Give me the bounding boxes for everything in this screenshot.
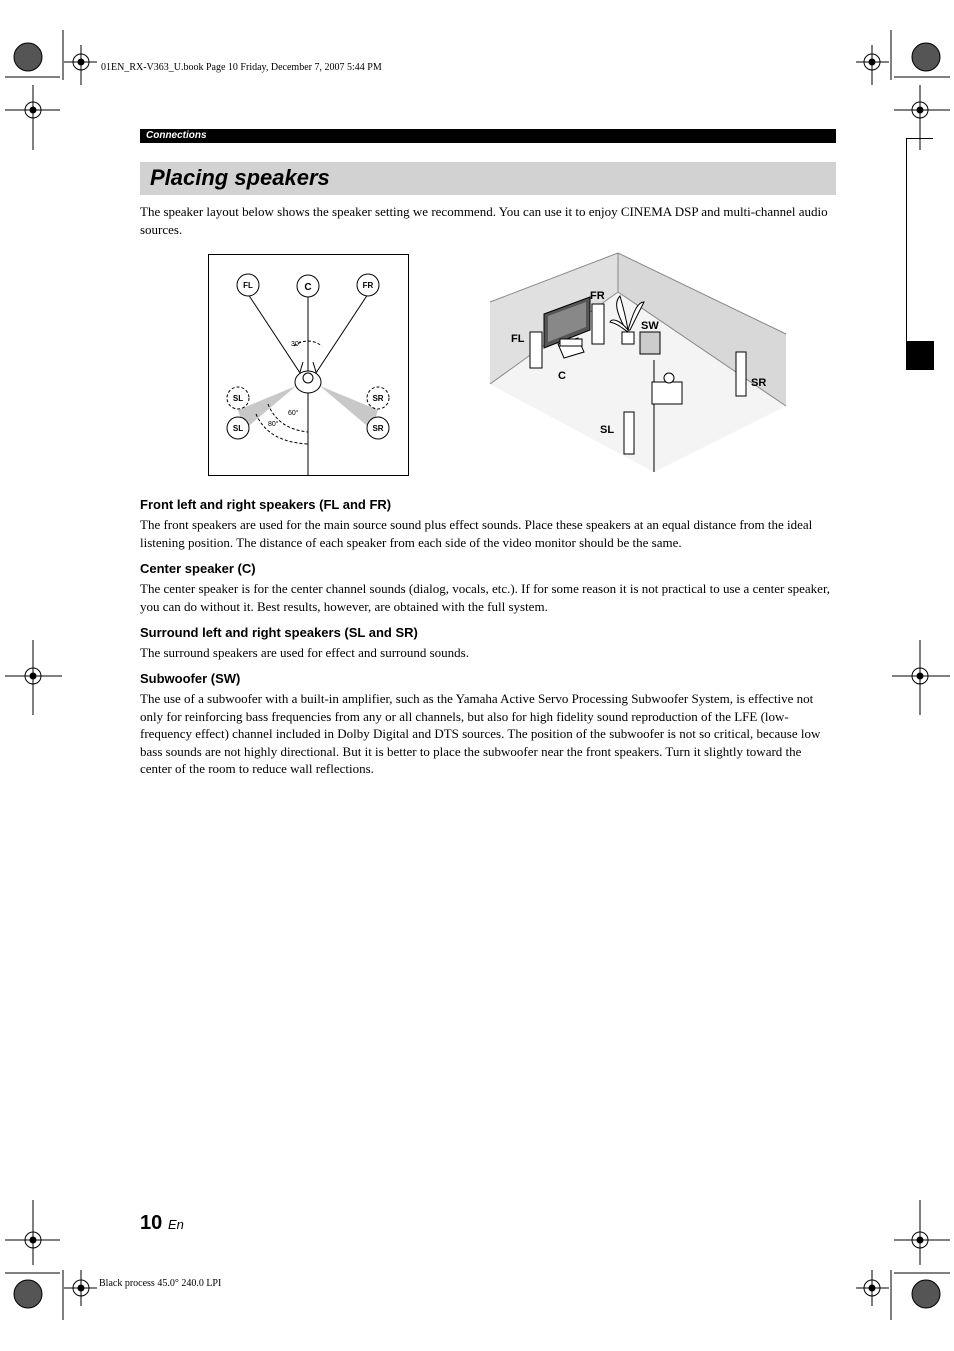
svg-text:C: C	[304, 282, 312, 293]
print-footer: Black process 45.0° 240.0 LPI	[99, 1278, 222, 1289]
section-bar	[140, 129, 836, 143]
room-speaker-sw	[640, 332, 660, 354]
speaker-angle-diagram	[208, 254, 410, 477]
heading-front-speakers: Front left and right speakers (FL and FR)	[140, 497, 392, 512]
angle-80-label: 80°	[268, 421, 279, 428]
angle-30-label: 30°	[291, 341, 302, 348]
room-speaker-fr	[592, 304, 604, 344]
speaker-sl	[227, 417, 249, 439]
speaker-fr	[357, 274, 379, 296]
svg-text:SR: SR	[372, 394, 384, 403]
heading-subwoofer: Subwoofer (SW)	[140, 671, 241, 686]
page-title: Placing speakers	[150, 165, 330, 190]
section-label: Connections	[146, 130, 207, 141]
heading-surround-speakers: Surround left and right speakers (SL and SR)	[140, 625, 418, 640]
room-label-c: C	[558, 370, 566, 382]
intro-paragraph: The speaker layout below shows the speaker setting we recommend. You can use it to enjoy CINEMA DSP and multi-channel audio sources.	[140, 204, 828, 237]
room-label-sl: SL	[600, 424, 615, 436]
body-center-speaker: The center speaker is for the center channel sounds (dialog, vocals, etc.). If for some reason it is not practical to use a center speaker, you can do without it. Best results, however, are obtained with the full system.	[140, 581, 831, 614]
room-speaker-sr	[736, 352, 746, 396]
room-label-sw: SW	[641, 320, 659, 332]
room-label-sr: SR	[751, 377, 767, 389]
svg-text:SR: SR	[372, 424, 384, 433]
body-surround-speakers: The surround speakers are used for effect and surround sounds.	[140, 645, 469, 660]
page-number: 10	[140, 1212, 163, 1234]
heading-center-speaker: Center speaker (C)	[140, 561, 256, 576]
print-header: 01EN_RX-V363_U.book Page 10 Friday, December 7, 2007 5:44 PM	[101, 62, 382, 73]
room-speaker-sl	[624, 412, 634, 454]
angle-60-label: 60°	[288, 410, 299, 417]
svg-text:SL: SL	[232, 424, 244, 433]
speaker-sr-alt	[367, 387, 389, 409]
svg-text:SL: SL	[232, 394, 244, 403]
svg-text:FL: FL	[243, 281, 253, 290]
speaker-sl-alt	[227, 387, 249, 409]
svg-text:FR: FR	[362, 281, 374, 290]
room-layout-diagram	[488, 252, 788, 474]
side-tab-frame	[906, 138, 933, 370]
page-language: En	[168, 1217, 184, 1232]
room-label-fl: FL	[511, 333, 525, 345]
room-speaker-c	[560, 339, 582, 346]
body-front-speakers: The front speakers are used for the main source sound plus effect sounds. Place these speakers at an equal distance from the ideal listening position. The distance of each speaker from each side of the video monitor should be the same.	[140, 517, 813, 550]
room-label-fr: FR	[590, 290, 605, 302]
speaker-sr	[367, 417, 389, 439]
room-speaker-fl	[530, 332, 542, 368]
speaker-c	[297, 275, 319, 297]
side-tab-marker	[906, 341, 934, 370]
body-subwoofer: The use of a subwoofer with a built-in amplifier, such as the Yamaha Active Servo Processing Subwoofer System, is effective not only for reinforcing bass frequencies from any or all channels, but also for high fidelity sound reproduction of the LFE (low-frequency effect) channel included in Dolby Digital and DTS sources. The position of the subwoofer is not so critical, because low bass sounds are not highly directional. But it is better to place the subwoofer near the front speakers. Turn it slightly toward the center of the room to reduce wall reflections.	[140, 691, 821, 777]
speaker-fl	[237, 274, 259, 296]
